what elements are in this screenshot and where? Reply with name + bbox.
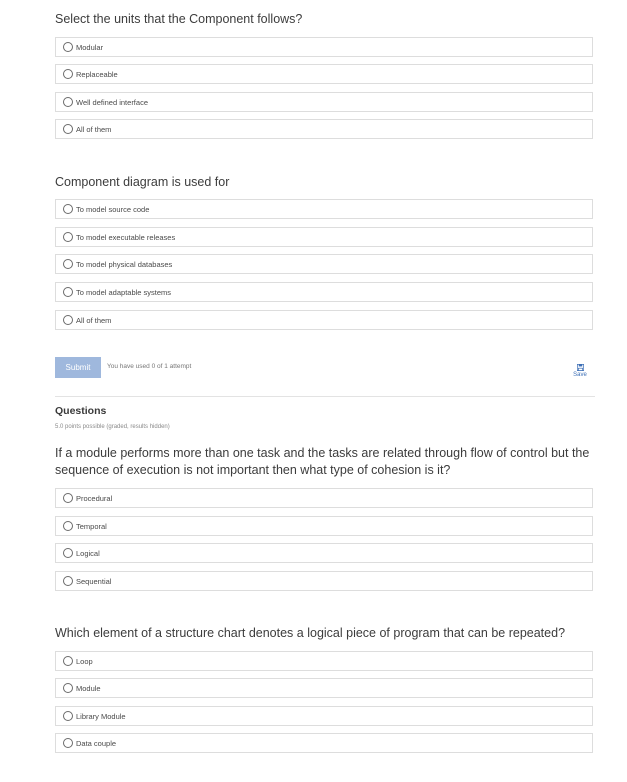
option-label: Temporal [76,521,107,531]
q2-option-source-code[interactable] [55,199,593,219]
radio-circle-icon[interactable] [63,97,73,107]
option-label: To model adaptable systems [76,287,172,297]
q2-option-adaptable-systems[interactable] [55,282,593,302]
option-label: Well defined interface [76,97,148,107]
q3-option-sequential[interactable] [55,571,593,591]
radio-circle-icon[interactable] [63,738,73,748]
option-label: To model source code [76,204,150,214]
option-label: Data couple [76,738,117,748]
radio-circle-icon[interactable] [63,42,73,52]
floppy-disk-icon [577,364,584,371]
radio-circle-icon[interactable] [63,656,73,666]
radio-circle-icon[interactable] [63,548,73,558]
option-label: Sequential [76,576,112,586]
radio-circle-icon[interactable] [63,711,73,721]
q4-option-loop[interactable] [55,651,593,671]
attempts-text: You have used 0 of 1 attempt [107,363,192,370]
q3-option-procedural[interactable] [55,488,593,508]
q3-option-temporal[interactable] [55,516,593,536]
option-label: Logical [76,548,100,558]
radio-circle-icon[interactable] [63,69,73,79]
option-label: To model physical databases [76,259,173,269]
q4-option-data-couple[interactable] [55,733,593,753]
radio-circle-icon[interactable] [63,521,73,531]
question-2-prompt: Component diagram is used for [55,175,230,189]
q1-option-all-of-them[interactable] [55,119,593,139]
question-4-prompt: Which element of a structure chart denotes a logical piece of program that can be repeated? [55,626,566,640]
section-divider [55,396,595,397]
option-label: Module [76,683,101,693]
option-label: Library Module [76,711,126,721]
q1-option-well-defined-interface[interactable] [55,92,593,112]
option-label: All of them [76,124,112,134]
q4-option-module[interactable] [55,678,593,698]
option-label: Procedural [76,493,113,503]
submit-button[interactable]: Submit [55,357,101,378]
question-1-prompt: Select the units that the Component follows? [55,12,303,26]
radio-circle-icon[interactable] [63,232,73,242]
q2-option-physical-databases[interactable] [55,254,593,274]
section-title: Questions [55,405,107,417]
q2-option-executable-releases[interactable] [55,227,593,247]
q1-option-modular[interactable] [55,37,593,57]
radio-circle-icon[interactable] [63,124,73,134]
q3-option-logical[interactable] [55,543,593,563]
radio-circle-icon[interactable] [63,315,73,325]
q1-option-replaceable[interactable] [55,64,593,84]
radio-circle-icon[interactable] [63,204,73,214]
option-label: Loop [76,656,93,666]
option-label: To model executable releases [76,232,176,242]
q2-option-all-of-them[interactable] [55,310,593,330]
option-label: All of them [76,315,112,325]
radio-circle-icon[interactable] [63,493,73,503]
option-label: Replaceable [76,69,118,79]
radio-circle-icon[interactable] [63,576,73,586]
radio-circle-icon[interactable] [63,683,73,693]
option-label: Modular [76,42,104,52]
question-3-prompt: If a module performs more than one task and the tasks are related through flow of control but the sequence of execution is not important then what type of cohesion is it? [55,446,590,477]
q4-option-library-module[interactable] [55,706,593,726]
points-possible: 5.0 points possible (graded, results hidden) [55,424,170,430]
radio-circle-icon[interactable] [63,287,73,297]
radio-circle-icon[interactable] [63,259,73,269]
save-button[interactable] [568,364,592,378]
save-label: Save [573,372,587,378]
